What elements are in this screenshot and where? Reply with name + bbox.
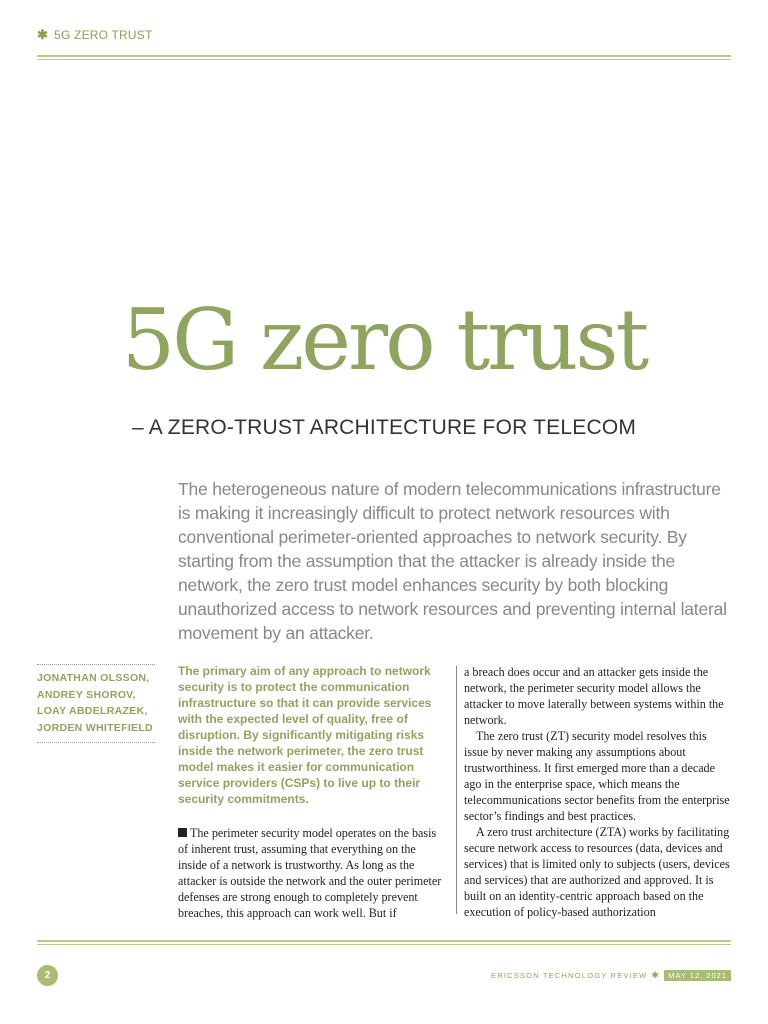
running-head-text: 5G ZERO TRUST: [54, 28, 153, 42]
body-paragraph-text: The perimeter security model operates on the basis of inherent trust, assuming that everything on the inside of a network is trustworthy. As long as the attacker is outside the network and the outer perimeter defenses are strong enough to completely prevent breaches, this approach can work well. But if: [178, 826, 442, 920]
author-name: ANDREY SHOROV,: [37, 688, 136, 701]
page-number-badge: 2: [37, 965, 58, 986]
publication-name: ERICSSON TECHNOLOGY REVIEW: [491, 971, 648, 980]
article-title: 5G zero trust: [121, 291, 647, 389]
asterisk-icon: ✱: [651, 970, 661, 980]
author-name: JONATHAN OLSSON,: [37, 672, 150, 684]
body-paragraph: A zero trust architecture (ZTA) works by facilitating secure network access to resources (data, devices and services) that is limited only to subjects (users, devices and services) that are authorized and approved. It is built on an identity-centric approach based on the execution of policy-based authorization: [464, 825, 730, 919]
section-start-marker: [178, 828, 187, 837]
body-column-1: [178, 663, 446, 921]
body-paragraph: The zero trust (ZT) security model resolves this issue by never making any assumptions about trustworthiness. It first emerged more than a decade ago in the enterprise space, which means the telecommunications sector benefits from the enterprise sector’s findings and best practices.: [464, 729, 730, 823]
top-rule: [37, 55, 731, 60]
publication-date: MAY 12, 2021: [664, 970, 731, 981]
author-name: LOAY ABDELRAZEK,: [37, 705, 148, 717]
body-paragraph: [178, 825, 446, 921]
author-bottom-divider: [37, 742, 155, 743]
body-paragraph: a breach does occur and an attacker gets inside the network, the perimeter security model allows the attacker to move laterally between systems within the network.: [464, 665, 724, 727]
column-divider: [456, 666, 457, 914]
author-list: [37, 664, 155, 743]
body-column-2: [464, 664, 732, 920]
intro-paragraph: The primary aim of any approach to network security is to protect the communication infrastructure so that it can provide services with the expected level of quality, free of disruption. By significantly mitigating risks inside the network perimeter, the zero trust model makes it easier for communication service providers (CSPs) to live up to their security commitments.: [178, 664, 432, 806]
bottom-rule: [37, 940, 731, 945]
page-footer: [491, 970, 731, 981]
running-head: [37, 27, 152, 43]
article-subtitle: – A ZERO-TRUST ARCHITECTURE FOR TELECOM: [131, 416, 637, 439]
author-top-divider: [37, 664, 155, 665]
lead-text: The heterogeneous nature of modern telecommunications infrastructure is making it increasingly difficult to protect network resources with conventional perimeter-oriented approaches to network security. By starting from the assumption that the attacker is already inside the network, the zero trust model enhances security by both blocking unauthorized access to network resources and preventing internal lateral movement by an attacker.: [178, 479, 727, 643]
author-name: JORDEN WHITEFIELD: [37, 721, 153, 734]
lead-paragraph: [178, 477, 728, 645]
asterisk-icon: ✱: [37, 27, 49, 42]
